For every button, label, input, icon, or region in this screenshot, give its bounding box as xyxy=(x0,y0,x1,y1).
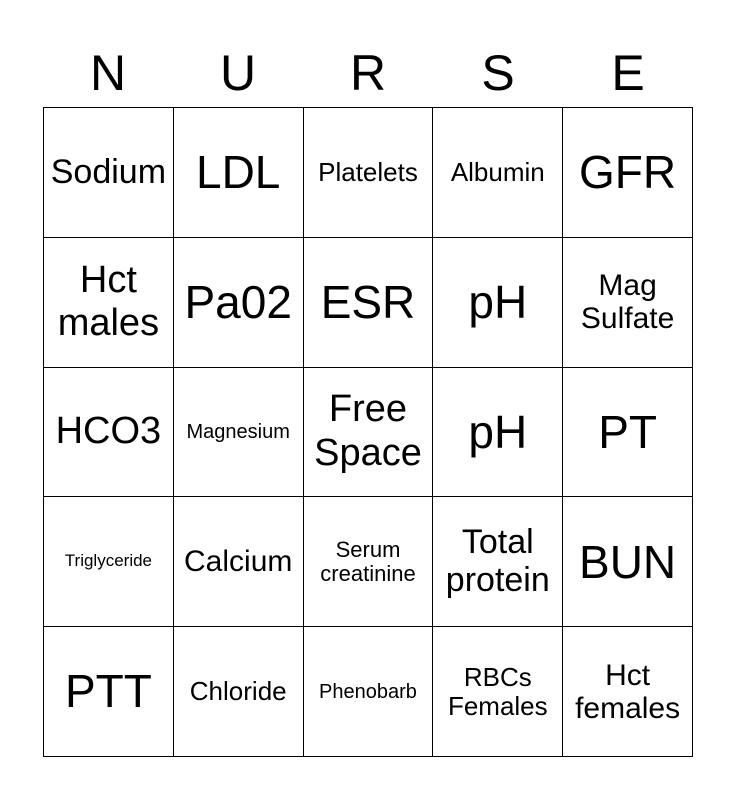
free-space-cell[interactable] xyxy=(304,368,434,498)
bingo-board xyxy=(43,107,693,757)
cell-label: Platelets xyxy=(318,157,418,188)
header-letter-n: N xyxy=(89,45,127,101)
bingo-cell[interactable] xyxy=(44,368,174,498)
cell-label: BUN xyxy=(579,535,677,588)
bingo-cell[interactable] xyxy=(433,627,563,757)
bingo-cell[interactable] xyxy=(174,368,304,498)
bingo-cell[interactable] xyxy=(304,627,434,757)
bingo-cell[interactable] xyxy=(563,368,693,498)
cell-label: pH xyxy=(468,276,528,329)
cell-label: Calcium xyxy=(184,545,293,579)
cell-label: Hct females xyxy=(575,658,681,725)
cell-label: Phenobarb xyxy=(319,680,417,703)
cell-label: RBCs Females xyxy=(447,662,548,721)
bingo-cell[interactable] xyxy=(44,627,174,757)
bingo-cell[interactable] xyxy=(563,497,693,627)
cell-label: Mag Sulfate xyxy=(580,269,675,336)
cell-label: Hct males xyxy=(57,258,160,345)
bingo-cell[interactable] xyxy=(433,497,563,627)
bingo-cell[interactable] xyxy=(563,238,693,368)
cell-label: Magnesium xyxy=(186,420,290,443)
bingo-cell[interactable] xyxy=(174,627,304,757)
bingo-header xyxy=(43,40,693,106)
bingo-cell[interactable] xyxy=(304,108,434,238)
cell-label: PT xyxy=(598,405,657,458)
cell-label: Chloride xyxy=(189,676,287,707)
bingo-cell[interactable] xyxy=(304,497,434,627)
bingo-cell[interactable] xyxy=(174,108,304,238)
cell-label: Albumin xyxy=(450,157,545,188)
header-letter-u: U xyxy=(219,45,257,101)
cell-label: LDL xyxy=(196,146,281,199)
cell-label: ESR xyxy=(320,276,416,329)
bingo-cell[interactable] xyxy=(44,108,174,238)
bingo-cell[interactable] xyxy=(44,497,174,627)
bingo-cell[interactable] xyxy=(433,108,563,238)
cell-label: pH xyxy=(468,405,528,458)
cell-label: Serum creatinine xyxy=(320,536,416,586)
cell-label: Sodium xyxy=(50,152,167,191)
cell-label: Total protein xyxy=(445,523,550,599)
cell-label: Pa02 xyxy=(184,276,292,329)
header-letter-s: S xyxy=(481,45,515,101)
cell-label: Free Space xyxy=(314,388,422,474)
cell-label: Triglyceride xyxy=(64,551,153,571)
bingo-cell[interactable] xyxy=(174,238,304,368)
bingo-cell[interactable] xyxy=(174,497,304,627)
bingo-cell[interactable] xyxy=(433,368,563,498)
bingo-cell[interactable] xyxy=(433,238,563,368)
bingo-cell[interactable] xyxy=(563,108,693,238)
header-letter-e: E xyxy=(611,45,645,101)
bingo-cell[interactable] xyxy=(563,627,693,757)
bingo-cell[interactable] xyxy=(304,238,434,368)
header-letter-r: R xyxy=(349,45,387,101)
bingo-cell[interactable] xyxy=(44,238,174,368)
cell-label: GFR xyxy=(579,146,677,199)
cell-label: PTT xyxy=(64,665,152,718)
cell-label: HCO3 xyxy=(55,410,162,453)
